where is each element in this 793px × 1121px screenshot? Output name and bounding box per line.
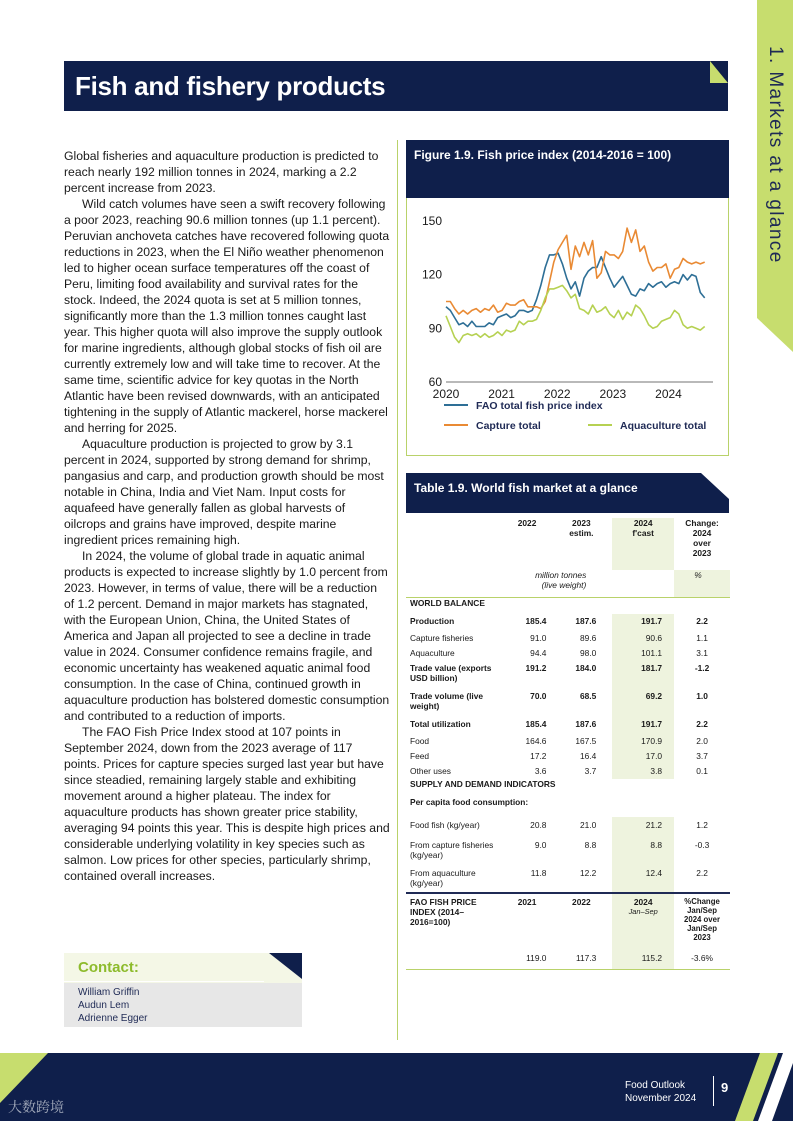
table-row-cell: Capture fisheries [410, 633, 474, 643]
table-row-cell: 11.8 [530, 868, 547, 878]
table-row [406, 817, 730, 837]
y-tick-label: 150 [421, 213, 442, 228]
table-row-cell: Other uses [410, 766, 451, 776]
table-row-cell: 187.6 [575, 719, 597, 729]
table-row-cell: 101.1 [612, 646, 674, 661]
table-header-row-cell [406, 518, 504, 570]
table-row-cell: 2.0 [696, 736, 708, 746]
table-section-row [406, 597, 730, 614]
table-row [406, 631, 730, 646]
table-header-row-cell: 2024 f'cast [612, 518, 674, 570]
table-fpi-values-row-cell: 117.3 [550, 953, 612, 969]
table-row-cell: 21.0 [579, 820, 597, 830]
page-number: 9 [721, 1080, 729, 1095]
table-units-row-cell: % [674, 570, 730, 597]
title-corner-accent [710, 61, 728, 83]
table-fpi-header-row-cell: 2022 [572, 897, 591, 907]
legend-label: Capture total [476, 420, 541, 432]
table-section-row-cell: SUPPLY AND DEMAND INDICATORS [410, 779, 556, 789]
table-section-row [406, 797, 730, 817]
table-row-cell: 3.7 [696, 751, 708, 761]
table-row-cell: 17.0 [612, 749, 674, 764]
footer-publication [625, 1079, 696, 1105]
table-row-cell: 191.7 [612, 614, 674, 631]
publication-name: Food Outlook [625, 1080, 686, 1091]
body-paragraph: The FAO Fish Price Index stood at 107 points in September 2024, down from the 2023 average of 117 points. Prices for capture species surged last year but have since steadied, remaining largely stable and exhibiting movement around a higher plateau. The index for aquaculture products has shown greater price stability, averaging 94 points this year. This is despite high prices and considerable underlying volatility in key species such as salmon. Low prices for other species, particularly shrimp, contained overall increases. [64, 725, 390, 883]
table-fpi-header-row-cell: 2021 [517, 897, 537, 907]
table-row-cell: 8.8 [584, 840, 597, 850]
fish-market-table [406, 518, 730, 970]
table-row-cell: 2.2 [696, 719, 708, 729]
table-row-cell: 164.6 [525, 736, 547, 746]
x-tick-label: 2020 [432, 387, 460, 401]
x-tick-label: 2022 [543, 387, 571, 401]
table-fpi-header-row-cell: FAO FISH PRICE INDEX (2014–2016=100) [410, 897, 477, 927]
table-row [406, 614, 730, 631]
table-row-cell: 1.0 [696, 691, 708, 701]
table-row-cell: 20.8 [530, 820, 547, 830]
table-units-row-cell: million tonnes (live weight) [504, 570, 613, 597]
table-header-row [406, 518, 730, 570]
table-fpi-header-row-cell: 2024 Jan–Sep [612, 893, 674, 953]
table-row [406, 717, 730, 734]
table-row [406, 764, 730, 779]
table-row [406, 734, 730, 749]
table-row-cell: 12.4 [612, 865, 674, 893]
table-row-cell: 70.0 [530, 691, 547, 701]
table-row-cell: 191.2 [525, 663, 547, 673]
table-row-cell: 2.2 [696, 868, 708, 878]
table-section-row [406, 779, 730, 797]
table-row-cell: 91.0 [530, 633, 547, 643]
side-tab-label: 1. Markets at a glance [765, 46, 786, 264]
table-units-row-cell [406, 570, 504, 597]
table-row-cell: -0.3 [694, 840, 710, 850]
legend-label: FAO total fish price index [476, 400, 603, 412]
table-fpi-values-row-cell: 115.2 [612, 953, 674, 969]
table-row [406, 837, 730, 865]
table-row [406, 865, 730, 893]
table-row-cell: Food [410, 736, 430, 746]
table-row-cell: Trade value (exports USD billion) [410, 663, 492, 683]
contact-names [78, 986, 148, 1025]
table-fpi-header-row-cell: %Change Jan/Sep 2024 over Jan/Sep 2023 [684, 897, 721, 942]
table-row-cell: 12.2 [579, 868, 597, 878]
table-header-row-cell: 2022 [517, 518, 537, 528]
body-text [64, 148, 390, 884]
table-row-cell: 184.0 [575, 663, 597, 673]
table-row-cell: 89.6 [579, 633, 597, 643]
x-tick-label: 2024 [655, 387, 682, 401]
watermark-text: 大数跨境 [8, 1099, 64, 1115]
table-fpi-values-row-cell: 119.0 [504, 953, 551, 969]
table-row [406, 689, 730, 717]
publication-date: November 2024 [625, 1093, 697, 1104]
table-row-cell: 3.1 [696, 648, 708, 658]
table-row-cell: From aquaculture (kg/year) [410, 868, 476, 888]
footer-separator [713, 1076, 714, 1106]
table-row-cell: 181.7 [612, 661, 674, 689]
table-row-cell: 191.7 [612, 717, 674, 734]
table-row-cell: 17.2 [530, 751, 547, 761]
table-row [406, 646, 730, 661]
page-title-bar [64, 61, 728, 111]
table-row-cell: 3.8 [612, 764, 674, 779]
table-row-cell: Food fish (kg/year) [410, 820, 480, 830]
table-row-cell: Trade volume (live weight) [410, 691, 484, 711]
y-tick-label: 120 [421, 267, 442, 282]
table-fpi-values-row [406, 953, 730, 969]
table-row-cell: 185.4 [525, 719, 547, 729]
table-title: Table 1.9. World fish market at a glance [414, 481, 638, 495]
y-tick-label: 60 [428, 375, 442, 389]
table-row-cell: Aquaculture [410, 648, 455, 658]
table-row-cell: 90.6 [612, 631, 674, 646]
table-row-cell: 187.6 [575, 616, 597, 626]
table-section-row-cell: WORLD BALANCE [410, 597, 485, 608]
table-row-cell: 170.9 [612, 734, 674, 749]
table-fpi-values-row-cell: -3.6% [674, 953, 730, 969]
body-paragraph: Aquaculture production is projected to grow by 3.1 percent in 2024, supported by strong demand for shrimp, pangasius and carp, and production growth should be most notable in China, India and Viet Nam. Input costs for aquafeed have generally fallen as global harvests of oilcrops and grains have improved, despite marine ingredient prices remaining high. [64, 437, 384, 547]
table-row-cell: 185.4 [525, 616, 547, 626]
table-row-cell: From capture fisheries (kg/year) [410, 840, 494, 860]
table-section-row-cell: Per capita food consumption: [410, 797, 529, 807]
contact-divider [64, 981, 264, 982]
table-fpi-values-row-cell [406, 953, 504, 969]
x-tick-label: 2021 [488, 387, 515, 401]
contact-name: William Griffin [78, 987, 140, 998]
table-row-cell: 3.7 [584, 766, 597, 776]
figure-title: Figure 1.9. Fish price index (2014-2016 = 100) [414, 148, 672, 162]
table-row-cell: Feed [410, 751, 430, 761]
table-row-cell: 16.4 [579, 751, 597, 761]
table-row-cell: 68.5 [579, 691, 597, 701]
table-row-cell: 69.2 [612, 689, 674, 717]
table-units-row-cell [612, 570, 674, 597]
table-row-cell: Total utilization [410, 719, 471, 729]
table-row-cell: 2.2 [696, 616, 708, 626]
table-header-row-cell: Change: 2024 over 2023 [685, 518, 719, 558]
table-row [406, 661, 730, 689]
contact-title: Contact: [78, 959, 139, 976]
x-tick-label: 2023 [599, 387, 627, 401]
table-header-row-cell: 2023 estim. [569, 518, 594, 538]
table-row-cell: 8.8 [612, 837, 674, 865]
body-paragraph: Global fisheries and aquaculture production is predicted to reach nearly 192 million tonnes in 2024, marking a 2.2 percent increase from 2023. [64, 149, 379, 195]
contact-name: Adrienne Egger [78, 1013, 148, 1024]
table-row-cell: 98.0 [579, 648, 597, 658]
table-row-cell: 3.6 [534, 766, 547, 776]
table-row-cell: 167.5 [575, 736, 597, 746]
price-index-chart [406, 198, 729, 456]
table-row [406, 749, 730, 764]
table-row-cell: 1.1 [696, 633, 708, 643]
table-row-cell: Production [410, 616, 455, 626]
y-tick-label: 90 [428, 321, 442, 336]
table-fpi-header-row [406, 893, 730, 953]
table-row-cell: 0.1 [696, 766, 708, 776]
table-row-cell: 1.2 [696, 820, 708, 830]
legend-label: Aquaculture total [620, 420, 707, 432]
column-divider [397, 140, 398, 1040]
body-paragraph: Wild catch volumes have seen a swift recovery following a poor 2023, reaching 90.6 million tonnes (up 1.1 percent). Peruvian anchoveta catches have recovered following quota reductions in 2023, when the El Niño weather phenomenon led to higher ocean surface temperatures off the coast of Peru, limiting food availability and survival rates for the stock. Indeed, the 2024 quota is set at 5 million tonnes, significantly more than the 1.3 million tonnes caught last year. This higher quota will also improve the supply outlook for marine ingredients, although global stocks of fish oil are currently extremely low and will take time to recover. At the same time, scientific advice for key quotas in the North Atlantic have been revised downwards, with an anticipated tightening in the supply of Atlantic mackerel, horse mackerel and herring for 2025. [64, 197, 390, 435]
table-row-cell: 94.4 [530, 648, 547, 658]
table-units-row [406, 570, 730, 597]
table-row-cell: -1.2 [694, 663, 710, 673]
body-paragraph: In 2024, the volume of global trade in aquatic animal products is expected to increase slightly by 1.0 percent from 2023. However, in terms of value, there will be a reduction of 1.2 percent. Demand in major markets has stagnated, with the European Union, China, the United States of America and Japan all projected to see a decline in trade value in 2024. Consumer confidence remains fragile, and economic uncertainty has weakened aquatic animal food consumption. In the case of China, continued growth in aquaculture production has bolstered domestic consumption and contributed to a reduction of imports. [64, 549, 390, 723]
series-line-2 [446, 228, 705, 314]
series-line-3 [446, 285, 705, 342]
table-row-cell: 9.0 [534, 840, 547, 850]
table-row-cell: 21.2 [612, 817, 674, 837]
page-title: Fish and fishery products [75, 71, 386, 101]
contact-name: Audun Lem [78, 1000, 130, 1011]
